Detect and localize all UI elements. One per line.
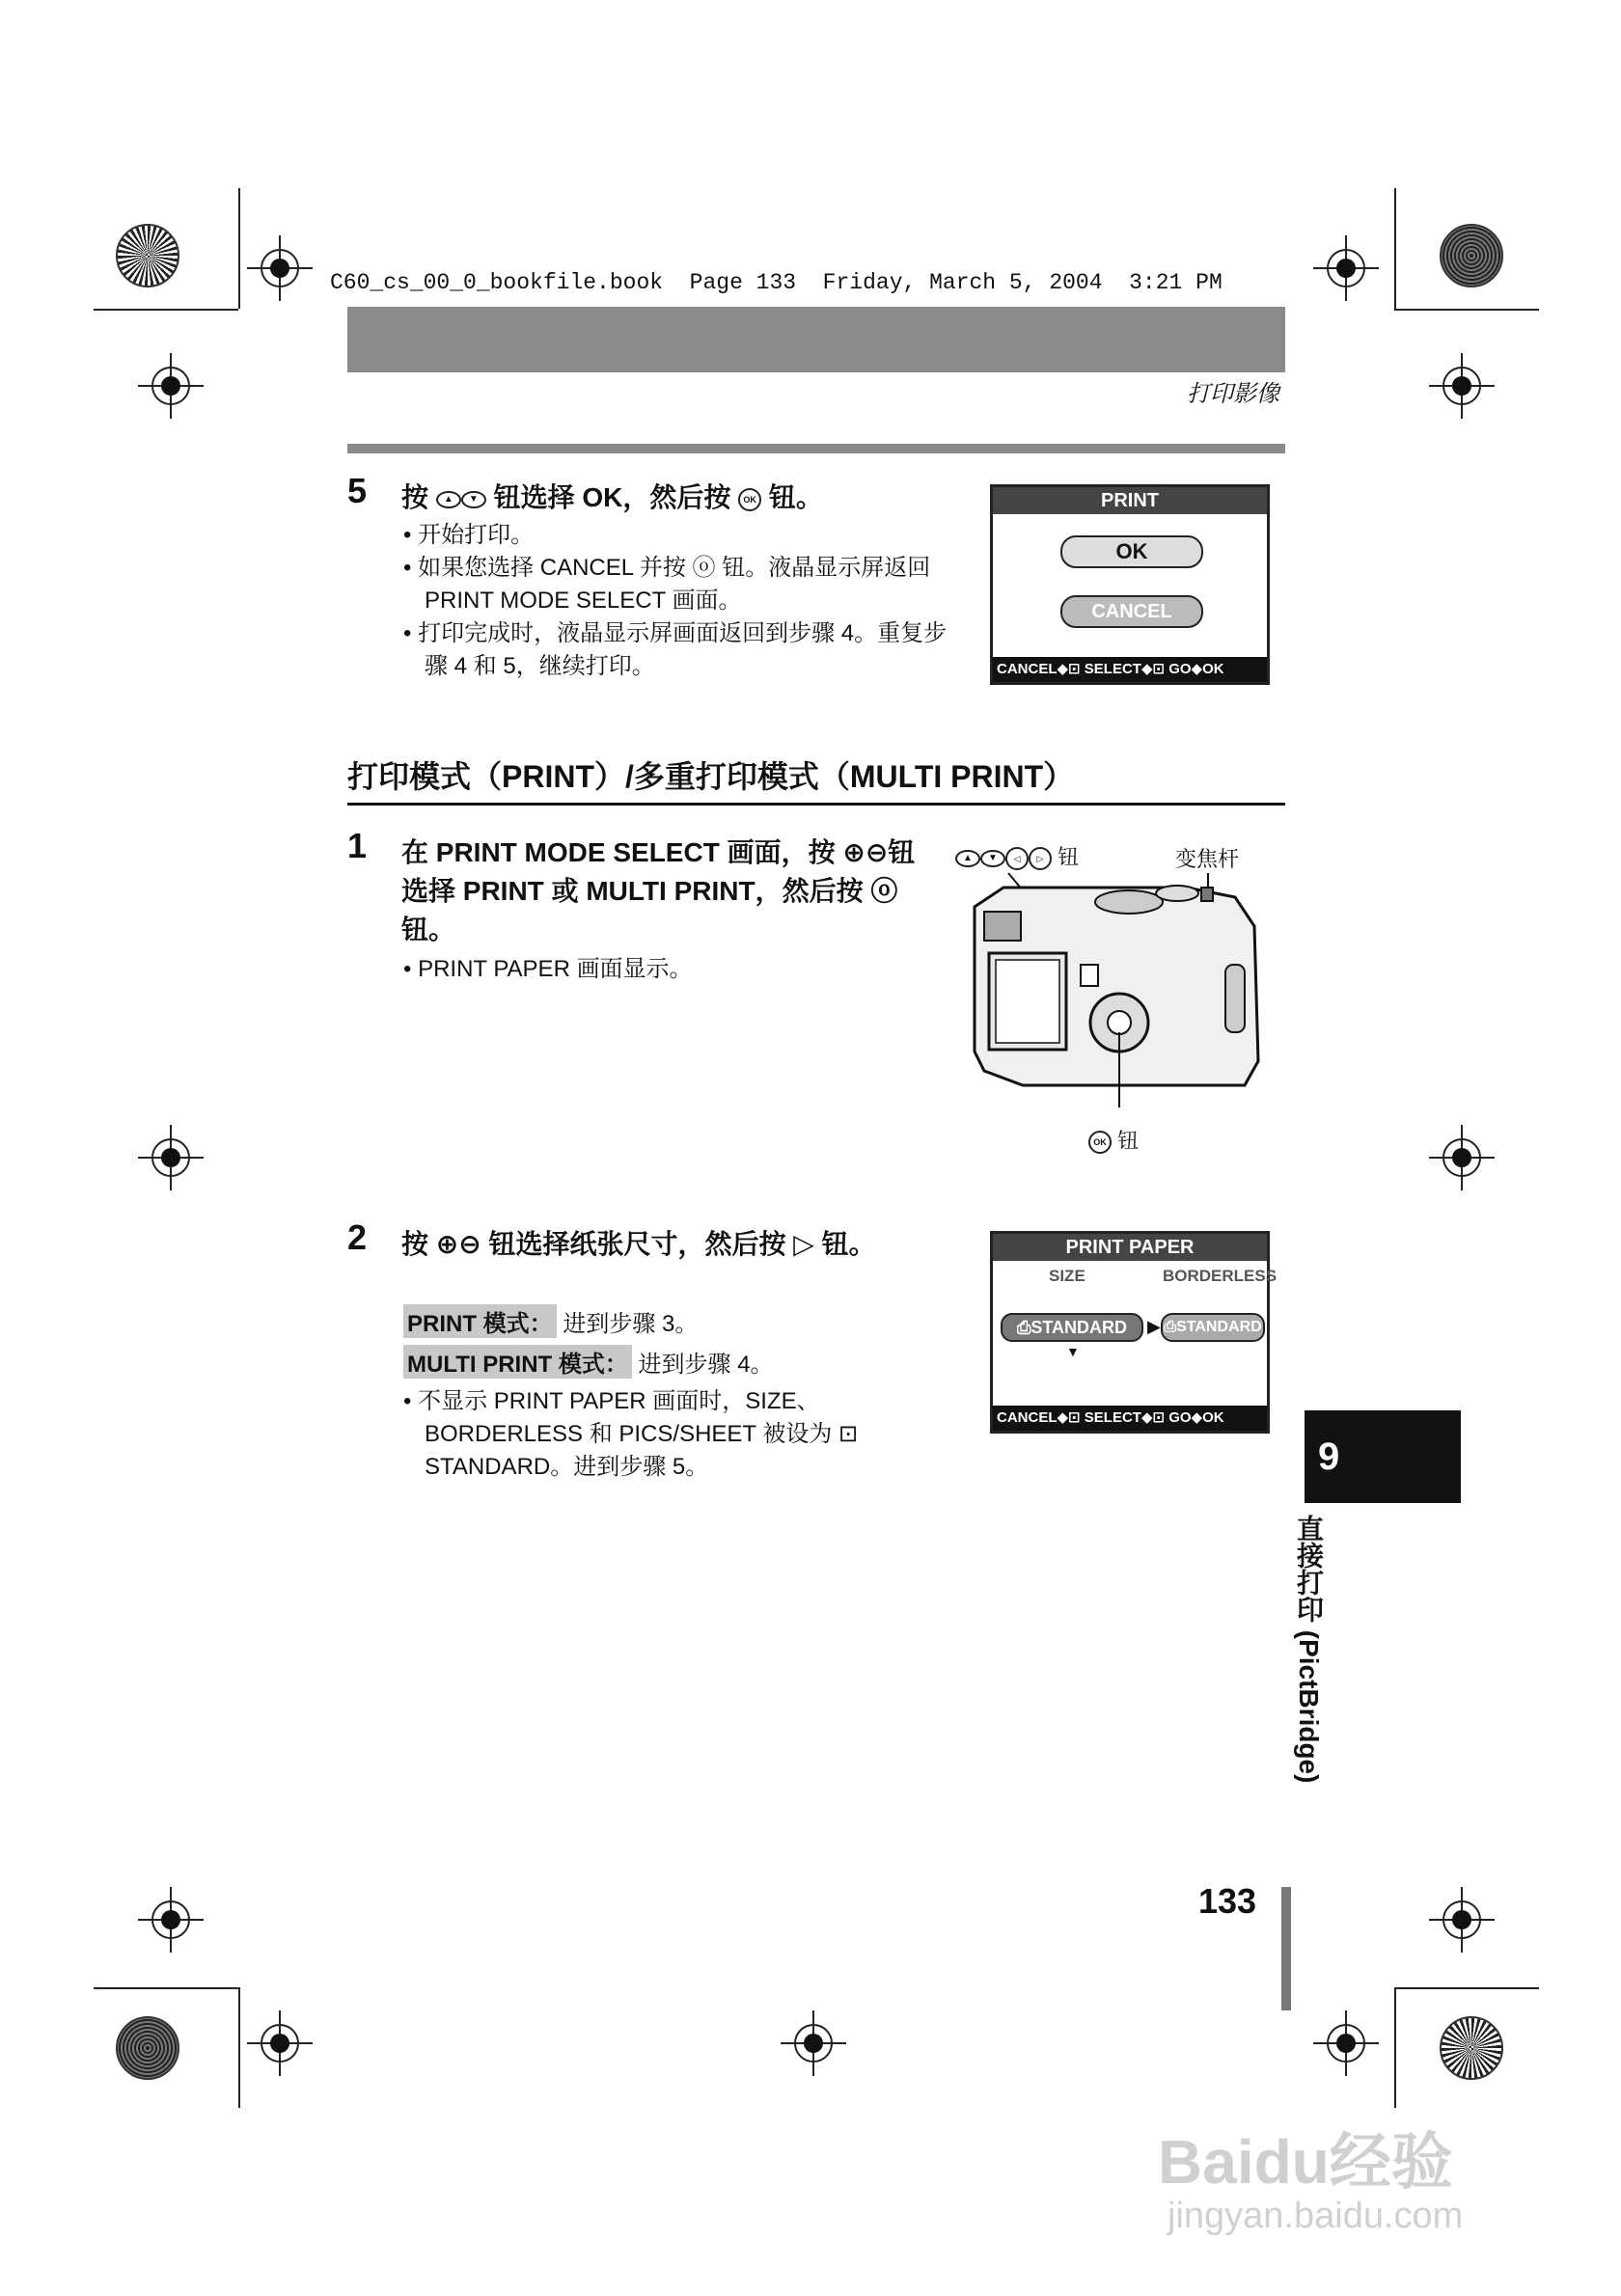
- callout-text: 钮: [1058, 845, 1080, 869]
- print-confirm-screen: [990, 484, 1270, 685]
- bullet-item: • PRINT PAPER 画面显示。: [403, 953, 924, 986]
- section-heading: 打印模式（PRINT）/多重打印模式（MULTI PRINT）: [347, 759, 1075, 794]
- crop-line: [94, 309, 238, 311]
- bullet-item: • 不显示 PRINT PAPER 画面时，SIZE、BORDERLESS 和 PICS/SHEET 被设为 ⊡ STANDARD。进到步骤 5。: [403, 1385, 924, 1484]
- step-number: 1: [347, 826, 368, 865]
- callout-text: 钮: [1117, 1129, 1140, 1153]
- column-header-borderless: BORDERLESS: [1163, 1267, 1278, 1285]
- zoom-lever-label: 变焦杆: [1175, 847, 1240, 871]
- callout-buttons-label: [955, 841, 1079, 871]
- bullet-list: [403, 1385, 924, 1484]
- bullet-list: [403, 519, 953, 683]
- borderless-option[interactable]: [1161, 1313, 1265, 1342]
- ok-button-icon: OK: [1088, 1131, 1112, 1154]
- watermark-url: jingyan.baidu.com: [1168, 2196, 1464, 2236]
- step-title-text: 按: [401, 482, 429, 512]
- registration-mark: [261, 249, 299, 287]
- file-info-line: C60_cs_00_0_bookfile.book Page 133 Friday, March 5, 2004 3:21 PM: [330, 270, 1223, 295]
- print-icon: ⎙: [1016, 1318, 1031, 1337]
- page-number: 133: [1198, 1881, 1257, 1921]
- registration-mark: [1327, 249, 1365, 287]
- screen-footer: CANCEL◆⊡ SELECT◆⊡ GO◆OK: [993, 657, 1267, 682]
- step-title: [401, 478, 971, 517]
- crop-line: [1394, 309, 1539, 311]
- heading-rule: [347, 803, 1285, 806]
- step-title: 在 PRINT MODE SELECT 画面，按 ⊕⊖钮选择 PRINT 或 MULTI PRINT，然后按 ⓞ 钮。: [401, 837, 916, 944]
- chapter-vertical-title: 直接打印 (PictBridge): [1294, 1515, 1324, 1784]
- step-title-text: 钮选择 OK，然后按: [493, 482, 731, 512]
- mode-label: PRINT 模式：: [403, 1304, 557, 1338]
- size-value: STANDARD: [1030, 1318, 1128, 1337]
- step-number: 5: [347, 471, 368, 510]
- callout-ok-label: [1088, 1125, 1139, 1155]
- chapter-number: 9: [1318, 1435, 1340, 1478]
- registration-mark: [151, 1900, 190, 1939]
- camera-illustration: [965, 868, 1274, 1129]
- section-label: 打印影像: [1187, 381, 1279, 407]
- borderless-value: STANDARD: [1176, 1319, 1262, 1335]
- registration-mark: [1442, 367, 1481, 405]
- arrow-down-icon: ▼: [1066, 1344, 1080, 1359]
- right-arrow-button-icon: ▷: [1029, 847, 1052, 870]
- registration-mark: [151, 1138, 190, 1177]
- header-bar: [347, 307, 1285, 372]
- down-arrow-button-icon: ▼: [980, 850, 1005, 867]
- left-arrow-button-icon: ◁: [1005, 847, 1029, 870]
- mode-label: MULTI PRINT 模式：: [403, 1345, 632, 1379]
- registration-mark: [1442, 1138, 1481, 1177]
- column-header-size: SIZE: [1049, 1267, 1085, 1285]
- registration-wheel-bottom-right: [1440, 2016, 1503, 2080]
- registration-wheel-bottom-left: [116, 2016, 179, 2080]
- print-paper-screen: [990, 1231, 1278, 1434]
- screen-title: PRINT: [993, 487, 1267, 514]
- screen-title: PRINT PAPER: [993, 1234, 1267, 1261]
- bullet-item: • 如果您选择 CANCEL 并按 ⓞ 钮。液晶显示屏返回 PRINT MODE SELECT 画面。: [403, 552, 953, 617]
- registration-wheel-top-left: [116, 224, 179, 287]
- registration-mark: [261, 2024, 299, 2063]
- bullet-item: • 开始打印。: [403, 519, 953, 552]
- registration-mark: [1327, 2024, 1365, 2063]
- arrow-right-icon: ▶: [1147, 1317, 1161, 1336]
- registration-mark: [794, 2024, 833, 2063]
- down-arrow-button-icon: ▼: [461, 491, 486, 508]
- bullet-item: • 打印完成时，液晶显示屏画面返回到步骤 4。重复步骤 4 和 5，继续打印。: [403, 617, 953, 683]
- registration-mark: [1442, 1900, 1481, 1939]
- page-number-bar: [1281, 1887, 1291, 2010]
- crop-line: [1394, 1987, 1539, 1989]
- mode-text: 进到步骤 3。: [563, 1311, 699, 1337]
- crop-line: [238, 1987, 240, 2108]
- registration-wheel-top-right: [1440, 224, 1503, 287]
- screen-footer: CANCEL◆⊡ SELECT◆⊡ GO◆OK: [993, 1406, 1267, 1431]
- up-arrow-button-icon: ▲: [955, 850, 980, 867]
- bullet-list: [403, 953, 924, 986]
- up-arrow-button-icon: ▲: [436, 491, 461, 508]
- ok-button-icon: OK: [738, 488, 761, 511]
- mode-text: 进到步骤 4。: [638, 1352, 774, 1378]
- crop-line: [238, 188, 240, 309]
- cancel-option[interactable]: CANCEL: [1060, 595, 1203, 628]
- registration-mark: [151, 367, 190, 405]
- step-title: 按 ⊕⊖ 钮选择纸张尺寸，然后按 ▷ 钮。: [401, 1229, 876, 1259]
- step-number: 2: [347, 1217, 368, 1257]
- crop-line: [1394, 188, 1396, 309]
- section-rule: [347, 444, 1285, 453]
- step-title-text: 钮。: [768, 482, 823, 512]
- print-icon: ⎙: [1164, 1319, 1177, 1335]
- crop-line: [94, 1987, 238, 1989]
- ok-option[interactable]: OK: [1060, 535, 1203, 568]
- chapter-tab: [1305, 1410, 1461, 1503]
- crop-line: [1394, 1987, 1396, 2108]
- multi-mode-line: [403, 1345, 774, 1379]
- size-option-selected[interactable]: [1001, 1313, 1143, 1342]
- watermark-brand: Baidu经验: [1158, 2127, 1453, 2197]
- print-mode-line: [403, 1304, 698, 1338]
